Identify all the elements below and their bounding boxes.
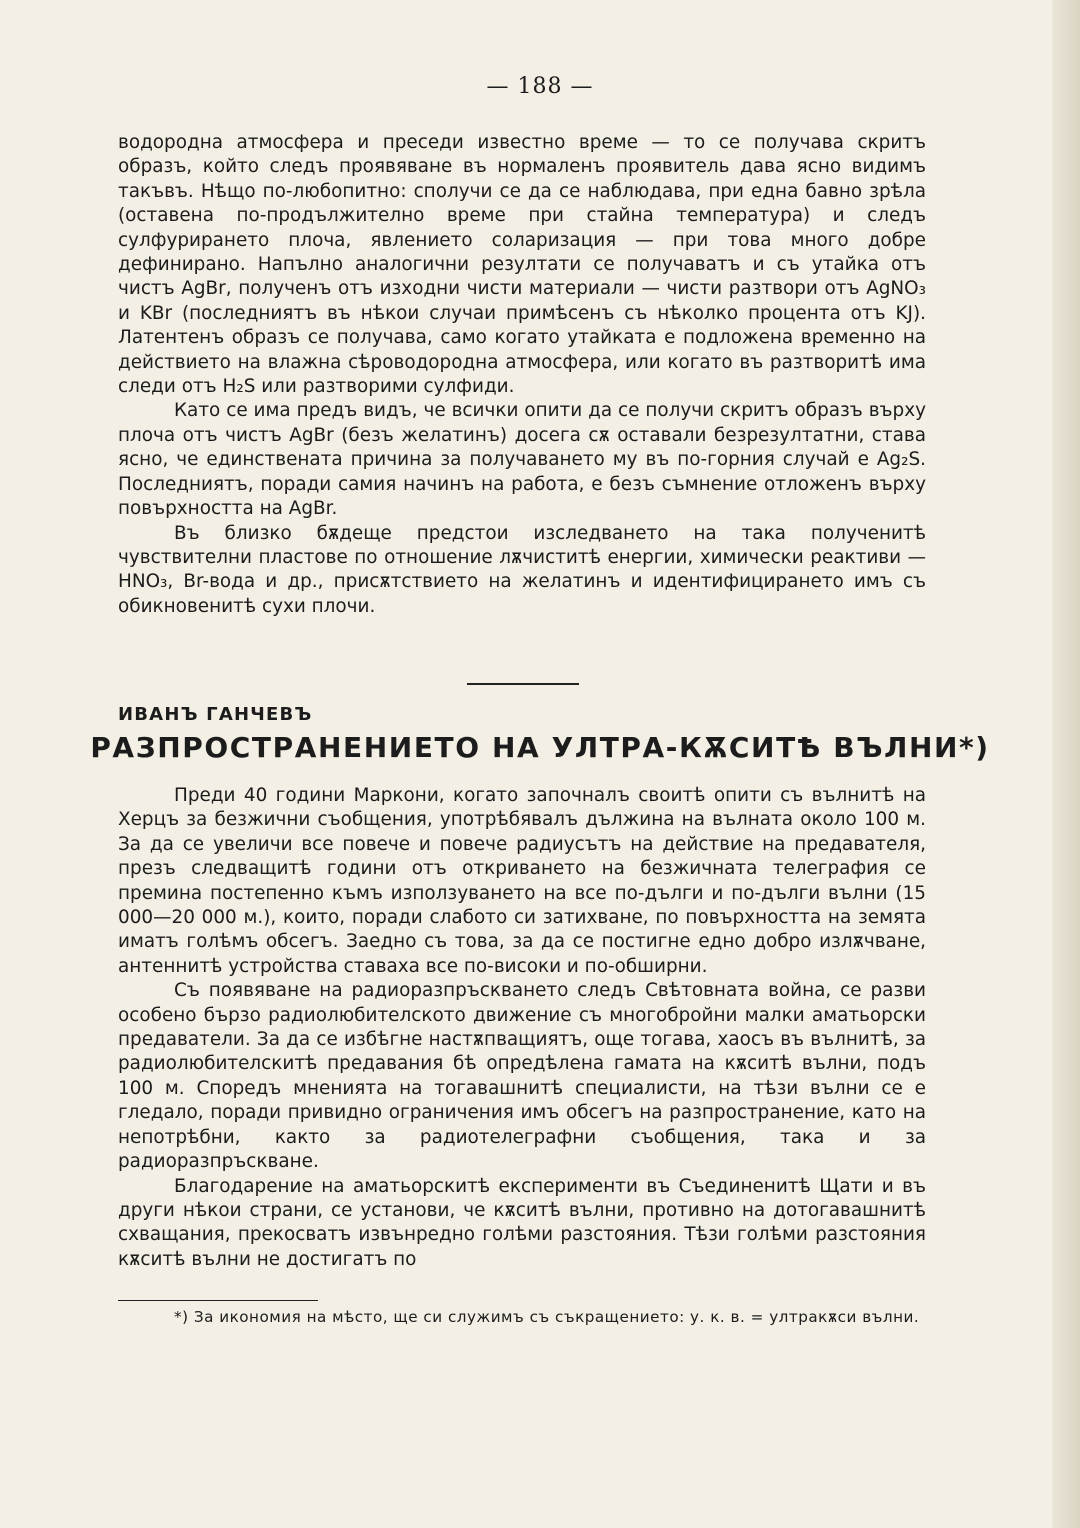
page-number: — 188 —: [486, 74, 594, 99]
footnote-rule: [118, 1300, 318, 1301]
article-title: РАЗПРОСТРАНЕНИЕТО НА УЛТРА-КѪСИТѢ ВЪЛНИ*): [90, 731, 990, 764]
paragraph: Въ близко бѫдеще предстои изследването на така полученитѣ чувствителни пластове по отношение лѫчиститѣ енергии, химически реактиви — HNO₃, Br-вода и др., присѫтствието на желатинъ и идентифицирането имъ съ обикновенитѣ сухи плочи.: [118, 522, 926, 617]
paragraph: Преди 40 години Маркони, когато започналъ своитѣ опити съ вълнитѣ на Херцъ за безжични съобщения, употрѣбявалъ дължина на вълната около 100 м. За да се увеличи все повече и повече радиусътъ на действие на предавателя, презъ следващитѣ години отъ откриването на безжичната телеграфия се премина постепенно къмъ използуването на все по-дълги и по-дълги вълни (15 000—20 000 м.), които, поради слабото си затихване, по повърхността на земята иматъ голѣмъ обсегъ. Заедно съ това, за да се постигне едно добро излѫчване, антеннитѣ устройства ставаха все по-високи и по-обширни.: [118, 785, 926, 977]
paragraph: Съ появяване на радиоразпръскването следъ Свѣтовната война, се разви особено бързо радиолюбителското движение съ многобройни малки аматьорски предаватели. За да се избѣгне настѫпващиятъ, още тогава, хаосъ въ вълнитѣ, за радиолюбителскитѣ предавания бѣ опредѣлена гамата на кѫситѣ вълни, подъ 100 м. Споредъ мненията на тогавашнитѣ специалисти, на тѣзи вълни се е гледало, поради привидно ограничения имъ обсегъ на разпространение, като на непотрѣбни, както за радиотелеграфни съобщения, така и за радиоразпръскване.: [118, 980, 926, 1173]
article-body: [118, 784, 926, 1272]
paragraph: Като се има предъ видъ, че всички опити да се получи скритъ образъ върху плоча отъ чистъ AgBr (безъ желатинъ) досега сѫ оставали безрезултатни, става ясно, че единствената причина за получаването му въ по-горния случай е Ag₂S. Последниятъ, поради самия начинъ на работа, е безъ съмнение отложенъ върху повърхността на AgBr.: [118, 400, 926, 520]
section-divider: [467, 683, 579, 685]
footnote: *) За икономия на мѣсто, ще си служимъ съ съкращението: у. к. в. = ултракѫси вълни.: [174, 1308, 920, 1326]
article-author: ИВАНЪ ГАНЧЕВЪ: [118, 704, 313, 725]
page-edge-shadow: [1052, 0, 1080, 1528]
paragraph: водородна атмосфера и преседи известно време — то се получава скритъ образъ, който следъ проявяване въ нормаленъ проявитель дава ясно видимъ такъвъ. Нѣщо по-любопитно: сполучи се да се наблюдава, при една бавно зрѣла (оставена по-продължително време при стайна температура) и следъ сулфурирането плоча, явлението соларизация — при това много добре дефинирано. Напълно аналогични резултати се получаватъ и съ утайка отъ чистъ AgBr, полученъ отъ изходни чисти материали — чисти разтвори отъ AgNO₃ и KBr (последниятъ въ нѣкои случаи примѣсенъ съ нѣколко процента отъ KJ). Латентенъ образъ се получава, само когато утайката е подложена временно на действието на влажна сѣроводородна атмосфера, или когато въ разтворитѣ има следи отъ H₂S или разтворими сулфиди.: [118, 132, 926, 398]
paragraph: Благодарение на аматьорскитѣ експерименти въ Съединенитѣ Щати и въ други нѣкои страни, се установи, че кѫситѣ вълни, противно на дотогавашнитѣ схващания, прекосватъ извънредно голѣми разстояния. Тѣзи голѣми разстояния кѫситѣ вълни не достигатъ по: [118, 1175, 926, 1270]
continued-article-text: [118, 131, 926, 619]
